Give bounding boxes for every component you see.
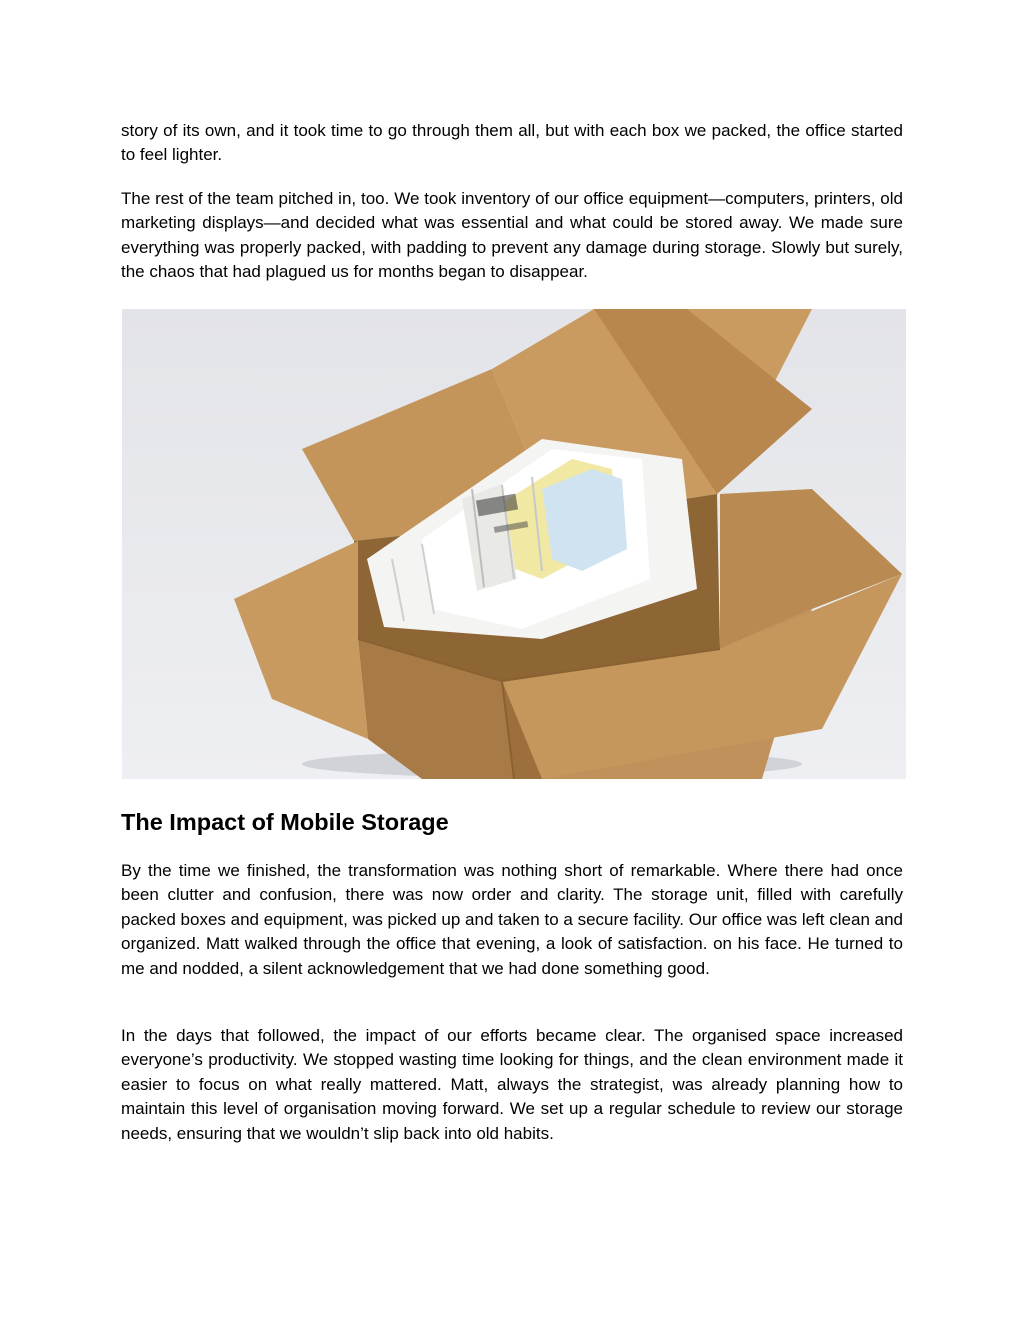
- paragraph-4: In the days that followed, the impact of our efforts became clear. The organised space increased everyone’s productivity. We stopped wasting time looking for things, and the clean environment made it easier to focus on what really mattered. Matt, always the strategist, was already planning how to maintain this level of organisation moving forward. We set up a regular schedule to review our storage needs, ensuring that we wouldn’t slip back into old habits.: [121, 1026, 903, 1143]
- cardboard-box-illustration: [122, 309, 906, 779]
- cardboard-box-photo: [122, 309, 906, 779]
- paragraph-2: The rest of the team pitched in, too. We took inventory of our office equipment—computers, printers, old marketing displays—and decided what was essential and what could be stored away. We made sure everything was properly packed, with padding to prevent any damage during storage. Slowly but surely, the chaos that had plagued us for months began to disappear.: [121, 189, 903, 282]
- paragraph-1: story of its own, and it took time to go through them all, but with each box we packed, the office started to feel lighter.: [121, 121, 903, 165]
- section-heading: The Impact of Mobile Storage: [121, 809, 449, 835]
- paragraph-3: By the time we finished, the transformation was nothing short of remarkable. Where there had once been clutter and confusion, there was now order and clarity. The storage unit, filled with carefully packed boxes and equipment, was picked up and taken to a secure facility. Our office was left clean and organized. Matt walked through the office that evening, a look of satisfaction. on his face. He turned to me and nodded, a silent acknowledgement that we had done something good.: [121, 861, 903, 978]
